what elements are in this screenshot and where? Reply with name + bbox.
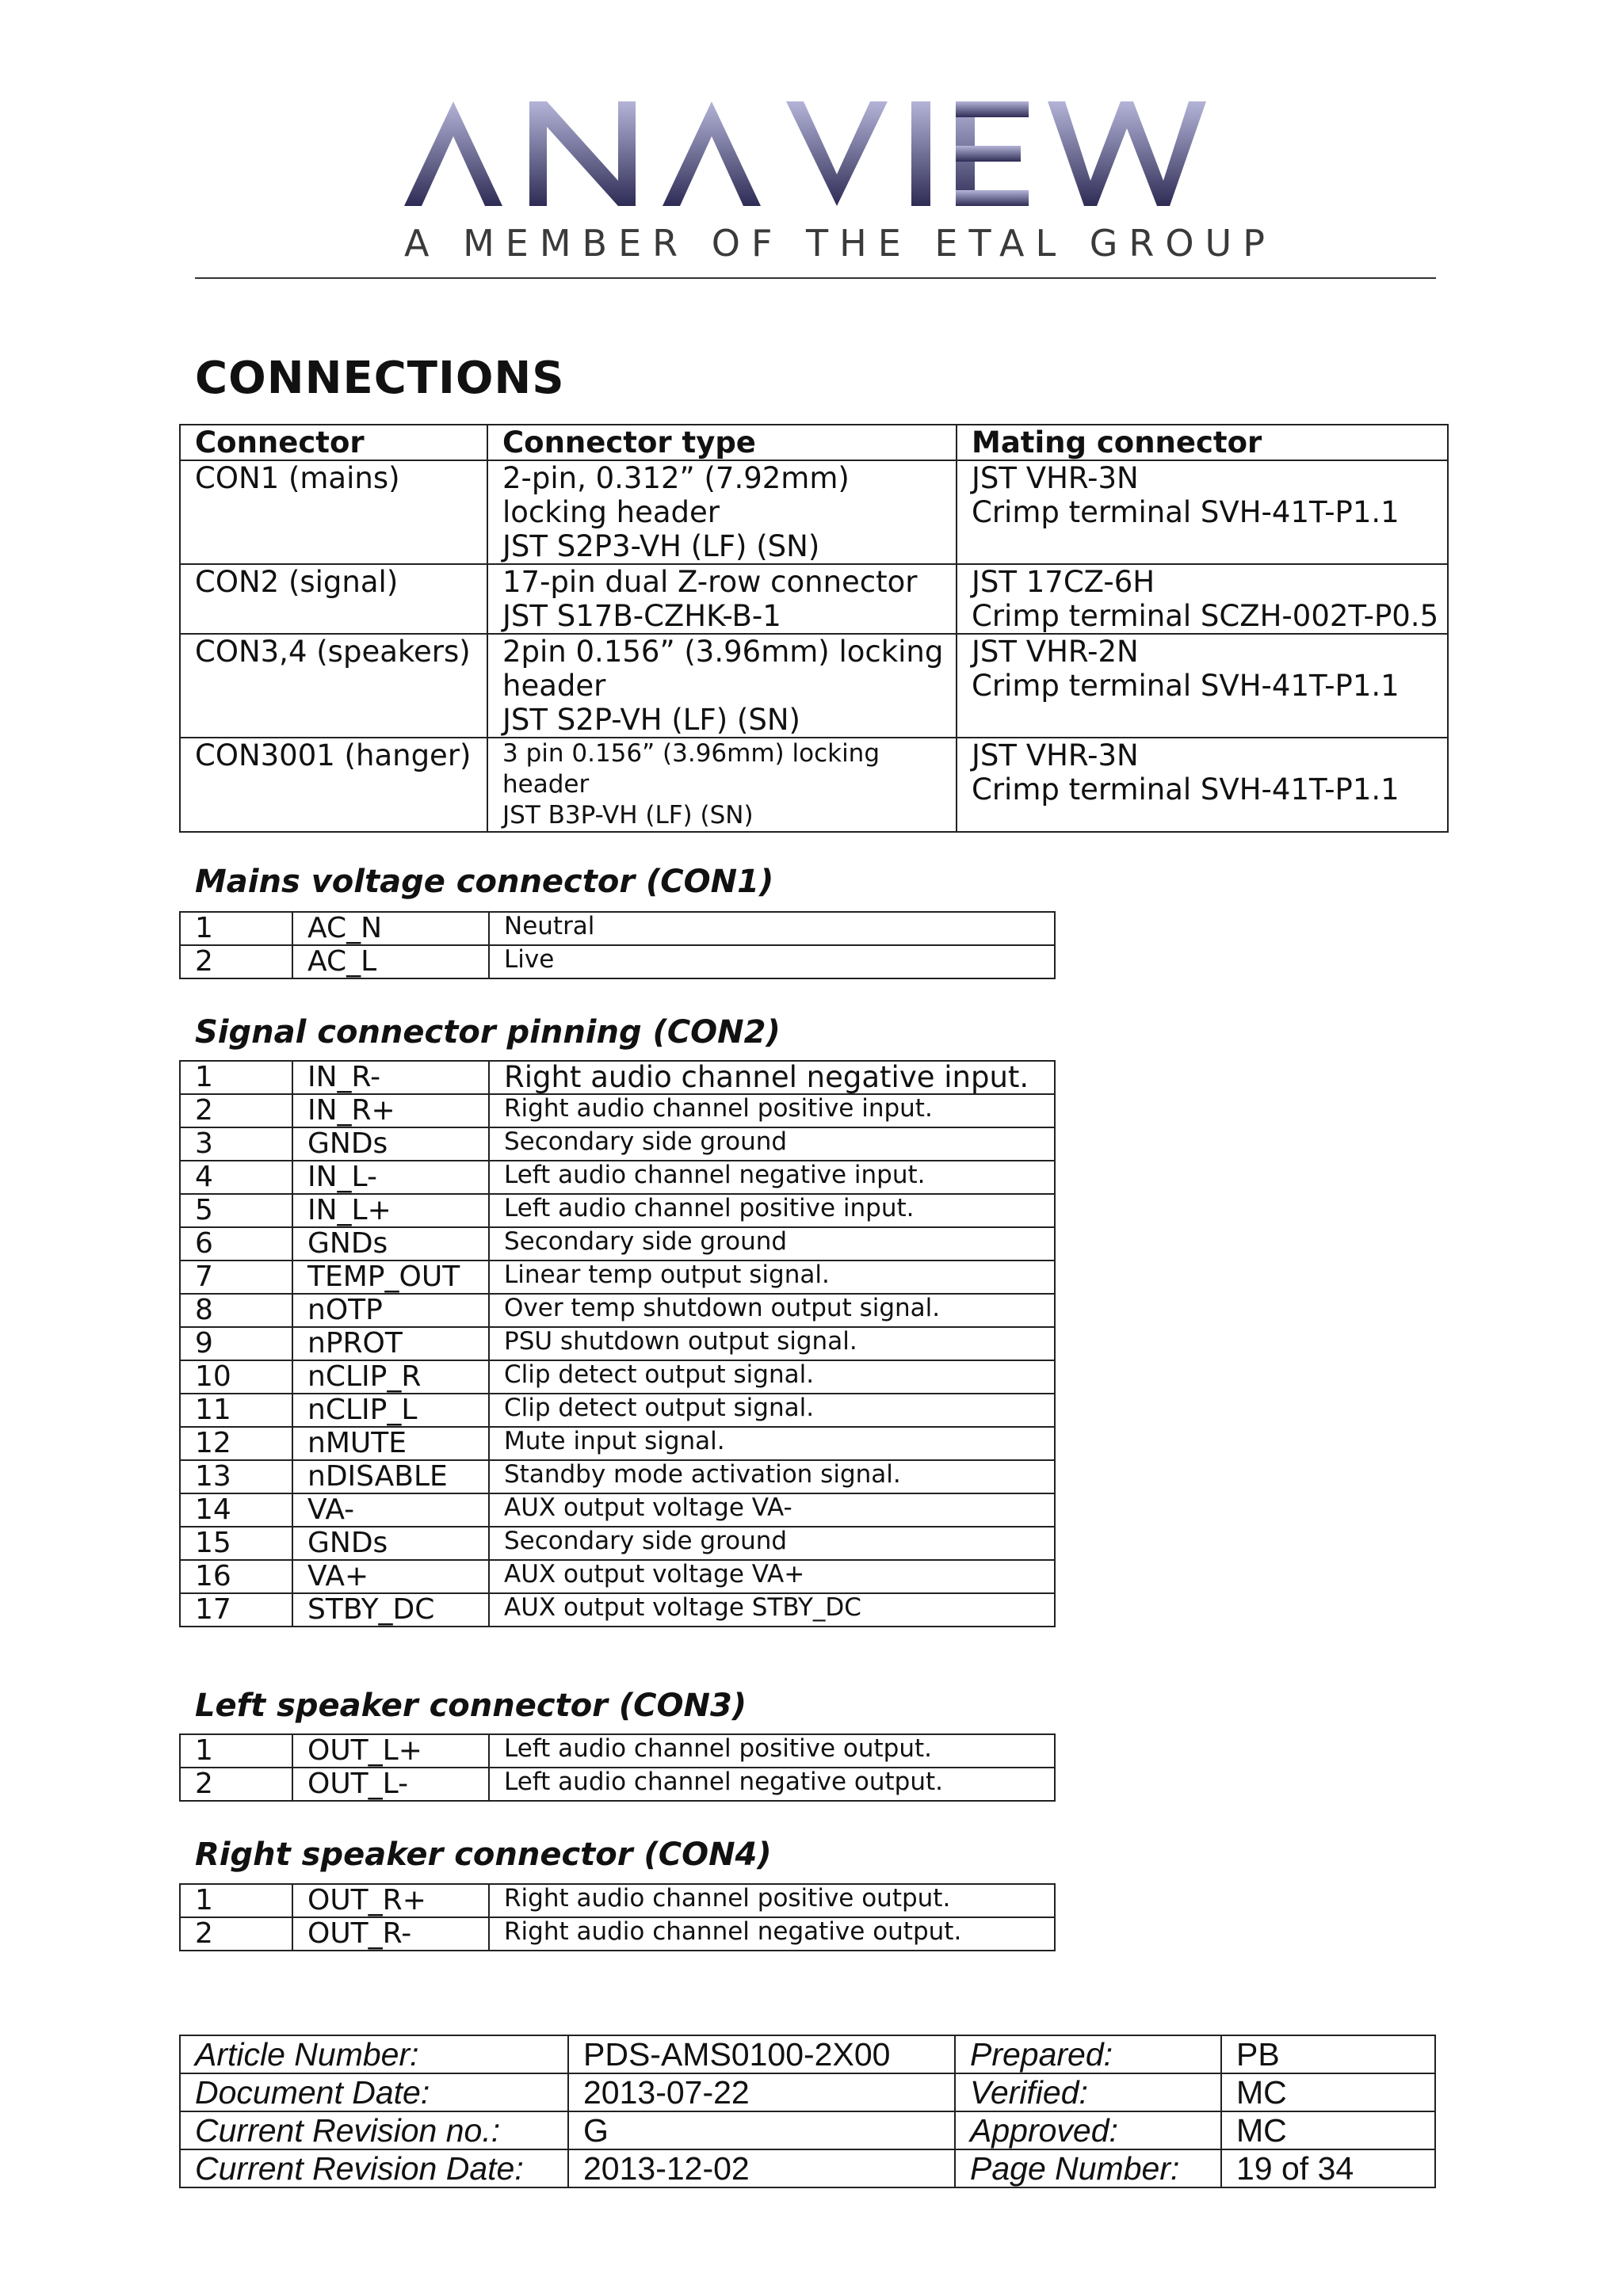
table-row <box>180 1493 1055 1527</box>
connector-type-cell <box>487 738 957 832</box>
pin-number: 7 <box>180 1261 292 1294</box>
footer-label: Prepared: <box>955 2035 1221 2073</box>
pin-signal: TEMP_OUT <box>292 1261 489 1294</box>
pin-description: Clip detect output signal. <box>489 1360 1055 1394</box>
pin-description: PSU shutdown output signal. <box>489 1327 1055 1360</box>
document-info-footer <box>179 2035 1436 2188</box>
pin-number: 8 <box>180 1294 292 1327</box>
table-row <box>180 1560 1055 1593</box>
pin-description: Secondary side ground <box>489 1227 1055 1261</box>
pin-number: 1 <box>180 1061 292 1094</box>
table-row <box>180 738 1448 832</box>
pin-number: 1 <box>180 1884 292 1917</box>
mating-line: Crimp terminal SVH-41T-P1.1 <box>972 669 1400 703</box>
page-title: CONNECTIONS <box>195 353 565 404</box>
connector-cell: CON1 (mains) <box>180 460 487 564</box>
connector-type-line: JST B3P-VH (LF) (SN) <box>502 801 754 830</box>
pin-signal: nPROT <box>292 1327 489 1360</box>
pin-description: Secondary side ground <box>489 1527 1055 1560</box>
pin-signal: IN_R- <box>292 1061 489 1094</box>
pin-description: Neutral <box>489 912 1055 945</box>
mating-line: JST VHR-3N <box>972 738 1139 772</box>
pin-signal: GNDs <box>292 1527 489 1560</box>
connector-cell: CON3,4 (speakers) <box>180 634 487 738</box>
pin-number: 10 <box>180 1360 292 1394</box>
pin-description: Right audio channel positive output. <box>489 1884 1055 1917</box>
pin-description: Linear temp output signal. <box>489 1261 1055 1294</box>
mating-connector-cell <box>957 460 1448 564</box>
pin-description: Secondary side ground <box>489 1127 1055 1161</box>
table-row <box>180 1593 1055 1627</box>
table-row <box>180 2035 1435 2073</box>
pin-number: 15 <box>180 1527 292 1560</box>
connections-header-connector: Connector <box>180 425 487 460</box>
table-row <box>180 1527 1055 1560</box>
footer-label: Document Date: <box>180 2073 568 2111</box>
table-row <box>180 2073 1435 2111</box>
table-row <box>180 2149 1435 2187</box>
pin-description: AUX output voltage STBY_DC <box>489 1593 1055 1627</box>
connector-type-line: JST S17B-CZHK-B-1 <box>502 599 781 633</box>
pin-number: 4 <box>180 1161 292 1194</box>
pin-description: Clip detect output signal. <box>489 1394 1055 1427</box>
connector-type-line: locking header <box>502 495 720 529</box>
mating-connector-cell <box>957 738 1448 832</box>
connector-type-line: JST S2P-VH (LF) (SN) <box>502 703 800 737</box>
footer-value: 2013-07-22 <box>568 2073 955 2111</box>
table-row <box>180 1884 1055 1917</box>
pin-number: 6 <box>180 1227 292 1261</box>
footer-label: Page Number: <box>955 2149 1221 2187</box>
pin-number: 16 <box>180 1560 292 1593</box>
pin-signal: nCLIP_L <box>292 1394 489 1427</box>
connector-type-line: 2pin 0.156” (3.96mm) locking <box>502 635 944 669</box>
footer-label: Article Number: <box>180 2035 568 2073</box>
pin-signal: GNDs <box>292 1227 489 1261</box>
footer-value: 19 of 34 <box>1221 2149 1435 2187</box>
pin-number: 1 <box>180 1734 292 1768</box>
signal-section-heading: Signal connector pinning (CON2) <box>195 1014 781 1051</box>
footer-value: PB <box>1221 2035 1435 2073</box>
mains-pin-table <box>179 911 1056 979</box>
pin-signal: OUT_L- <box>292 1768 489 1801</box>
connector-type-line: 2-pin, 0.312” (7.92mm) <box>502 461 850 495</box>
table-row <box>180 1360 1055 1394</box>
pin-number: 5 <box>180 1194 292 1227</box>
pin-signal: OUT_R+ <box>292 1884 489 1917</box>
table-row <box>180 945 1055 978</box>
pin-description: Right audio channel negative input. <box>489 1061 1055 1094</box>
company-logo <box>404 95 1276 277</box>
signal-pin-table <box>179 1060 1056 1627</box>
left-speaker-section-heading: Left speaker connector (CON3) <box>195 1688 747 1724</box>
pin-description: Right audio channel positive input. <box>489 1094 1055 1127</box>
pin-signal: GNDs <box>292 1127 489 1161</box>
mating-line: Crimp terminal SVH-41T-P1.1 <box>972 495 1400 529</box>
mating-line: Crimp terminal SVH-41T-P1.1 <box>972 772 1400 807</box>
table-row <box>180 1734 1055 1768</box>
pin-description: Left audio channel negative input. <box>489 1161 1055 1194</box>
right-speaker-pin-table <box>179 1883 1056 1951</box>
pin-signal: IN_L+ <box>292 1194 489 1227</box>
connections-table <box>179 424 1449 833</box>
pin-signal: nOTP <box>292 1294 489 1327</box>
pin-number: 3 <box>180 1127 292 1161</box>
table-row <box>180 1261 1055 1294</box>
pin-signal: AC_L <box>292 945 489 978</box>
table-row <box>180 1161 1055 1194</box>
footer-label: Approved: <box>955 2111 1221 2149</box>
pin-number: 2 <box>180 945 292 978</box>
pin-description: Left audio channel positive input. <box>489 1194 1055 1227</box>
footer-label: Current Revision no.: <box>180 2111 568 2149</box>
table-row <box>180 564 1448 634</box>
pin-number: 14 <box>180 1493 292 1527</box>
table-row <box>180 460 1448 564</box>
logo-tagline: A MEMBER OF THE ETAL GROUP <box>404 222 1276 265</box>
table-row <box>180 1327 1055 1360</box>
pin-description: Left audio channel negative output. <box>489 1768 1055 1801</box>
pin-signal: VA+ <box>292 1560 489 1593</box>
pin-number: 13 <box>180 1460 292 1493</box>
mains-section-heading: Mains voltage connector (CON1) <box>195 864 774 900</box>
pin-signal: OUT_L+ <box>292 1734 489 1768</box>
mating-connector-cell <box>957 634 1448 738</box>
table-row <box>180 2111 1435 2149</box>
pin-number: 2 <box>180 1917 292 1951</box>
table-row <box>180 1094 1055 1127</box>
footer-label: Current Revision Date: <box>180 2149 568 2187</box>
pin-signal: nMUTE <box>292 1427 489 1460</box>
pin-signal: VA- <box>292 1493 489 1527</box>
pin-description: Over temp shutdown output signal. <box>489 1294 1055 1327</box>
pin-signal: nCLIP_R <box>292 1360 489 1394</box>
pin-signal: AC_N <box>292 912 489 945</box>
footer-value: 2013-12-02 <box>568 2149 955 2187</box>
connector-type-line: JST S2P3-VH (LF) (SN) <box>502 529 820 563</box>
table-row <box>180 1394 1055 1427</box>
table-row <box>180 1194 1055 1227</box>
mating-line: JST VHR-3N <box>972 461 1139 495</box>
pin-number: 9 <box>180 1327 292 1360</box>
pin-number: 2 <box>180 1768 292 1801</box>
pin-signal: nDISABLE <box>292 1460 489 1493</box>
table-row <box>180 1294 1055 1327</box>
connector-type-cell <box>487 564 957 634</box>
pin-description: Right audio channel negative output. <box>489 1917 1055 1951</box>
pin-number: 2 <box>180 1094 292 1127</box>
pin-signal: STBY_DC <box>292 1593 489 1627</box>
mating-line: JST 17CZ-6H <box>972 565 1155 599</box>
pin-signal: IN_R+ <box>292 1094 489 1127</box>
connector-type-cell <box>487 634 957 738</box>
pin-number: 17 <box>180 1593 292 1627</box>
mating-line: JST VHR-2N <box>972 635 1139 669</box>
connector-type-line: header <box>502 669 606 703</box>
pin-description: Live <box>489 945 1055 978</box>
footer-value: G <box>568 2111 955 2149</box>
table-row <box>180 1127 1055 1161</box>
pin-number: 12 <box>180 1427 292 1460</box>
footer-label: Verified: <box>955 2073 1221 2111</box>
pin-signal: OUT_R- <box>292 1917 489 1951</box>
mating-line: Crimp terminal SCZH-002T-P0.5 <box>972 599 1439 633</box>
pin-description: AUX output voltage VA- <box>489 1493 1055 1527</box>
table-row <box>180 634 1448 738</box>
right-speaker-section-heading: Right speaker connector (CON4) <box>195 1836 772 1873</box>
connections-header-type: Connector type <box>487 425 957 460</box>
footer-value: MC <box>1221 2111 1435 2149</box>
pin-number: 1 <box>180 912 292 945</box>
table-row <box>180 1227 1055 1261</box>
connections-header-mating: Mating connector <box>957 425 1448 460</box>
table-row <box>180 912 1055 945</box>
anaview-logo-wordmark <box>404 95 1220 210</box>
pin-description: AUX output voltage VA+ <box>489 1560 1055 1593</box>
pin-signal: IN_L- <box>292 1161 489 1194</box>
connector-cell: CON2 (signal) <box>180 564 487 634</box>
connections-header-row <box>180 425 1448 460</box>
table-row <box>180 1427 1055 1460</box>
pin-description: Mute input signal. <box>489 1427 1055 1460</box>
table-row <box>180 1460 1055 1493</box>
connector-type-line: 17-pin dual Z-row connector <box>502 565 918 599</box>
connector-type-line: header <box>502 770 590 799</box>
pin-description: Standby mode activation signal. <box>489 1460 1055 1493</box>
pin-number: 11 <box>180 1394 292 1427</box>
table-row <box>180 1917 1055 1951</box>
mating-connector-cell <box>957 564 1448 634</box>
footer-value: MC <box>1221 2073 1435 2111</box>
left-speaker-pin-table <box>179 1733 1056 1802</box>
pin-description: Left audio channel positive output. <box>489 1734 1055 1768</box>
connector-cell: CON3001 (hanger) <box>180 738 487 832</box>
table-row <box>180 1061 1055 1094</box>
connector-type-cell <box>487 460 957 564</box>
footer-value: PDS-AMS0100-2X00 <box>568 2035 955 2073</box>
table-row <box>180 1768 1055 1801</box>
connector-type-line: 3 pin 0.156” (3.96mm) locking <box>502 739 880 768</box>
header-divider <box>195 277 1436 279</box>
